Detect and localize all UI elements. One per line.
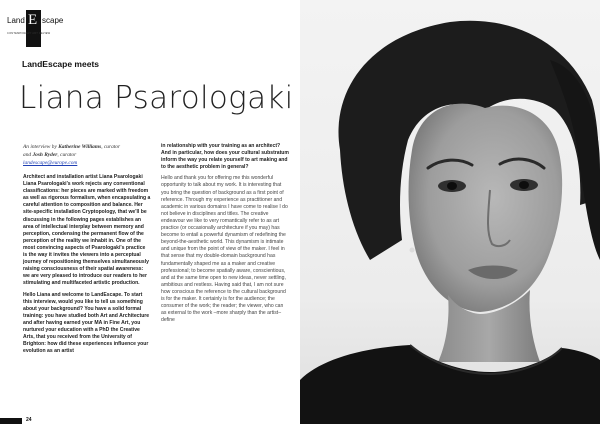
portrait-photo <box>300 0 600 424</box>
page-number: 24 <box>26 417 32 423</box>
masthead-scape: scape <box>42 16 64 25</box>
section-kicker: LandEscape meets <box>22 59 100 69</box>
masthead-tagline: CONTEMPORARY ART REVIEW <box>7 32 51 35</box>
text-column-right <box>161 143 289 328</box>
contact-email-link[interactable]: landescape@europe.com <box>23 160 78 166</box>
answer-paragraph: Hello and thank you for offering me this wonderful opportunity to talk about my work. It is interesting that you bring the question of background as a first point of reference. Through my experience as practitioner and academic in various domains I have come to realise I do not believe in disciplines and titles. The creative endeavour we like to very romantically refer to as art practice (or occasionally architecture if you may) has become to entail a powerful dynamism of redefining the beyond-the-aesthetic world. This dynamism is intimate and unique from the point of view of the maker. I feel in that sense that my double-domain background has fundamentally shaped me as a maker and creative professional; to become spatially aware, conscientious, and at the same time open to new ideas, never settling, ambitious and restless. Having said that, I am not sure how conscious the reference to the cultural background is for the maker. It certainly is for the audience; the consumer of the work; the reader; the viewer, who can as external to the work –more sharply than the artist– define <box>161 175 288 324</box>
folio-bar <box>0 418 22 424</box>
byline-role-2: , curator <box>57 152 77 158</box>
byline-and: and <box>23 152 33 158</box>
masthead-land: Land <box>7 16 25 25</box>
page-footer <box>0 418 300 424</box>
right-page <box>300 0 600 424</box>
article-title: Liana Psarologaki <box>19 80 294 116</box>
byline-interviewer-2: Josh Ryder <box>32 152 58 158</box>
byline-lead: An interview by <box>23 144 59 150</box>
byline-role: , curator <box>101 144 121 150</box>
text-column-left <box>23 143 151 359</box>
byline <box>23 143 151 167</box>
question-paragraph: Hello Liana and welcome to LandEscape. To start this interview, would you like to tell us something about your background? You have a solid formal training: you have studied both Art and Architecture and after having earned your MA in Fine Art, you nurtured your education with a PhD the Creative Arts, that you received from the University of Brighton: how did these experiences influence your evolution as an artist <box>23 291 150 355</box>
masthead-e: E <box>28 12 38 28</box>
intro-paragraph: Architect and installation artist Liana Psarologaki Liana Psarologaki's work rejects any conventional classifications: her pieces are marked with freedom as well as rigorous formalism, when encapsulating a careful attention to composition and balance. Her site-specific installation Cryptopology, that we'll be discussing in the following pages establishes an area of intellectual interplay between memory and perception, condensing the permanent flow of the perception of the reality we inhabit in. One of the most convincing aspects of Psarologaki's practice is the way it invites the viewers into a perceptual journey of repositioning themselves simultaneously raising consciousness of their spatial awareness: we are very pleased to introduce our readers to her stimulating and multifaceted artistic production. <box>23 174 151 287</box>
question-continued: in relationship with your training as an architect? And in particular, how does your cultural substratum inform the way you relate yourself to art making and to the aesthetic problem in general? <box>161 143 289 171</box>
byline-interviewer: Katherine Williams <box>58 144 102 150</box>
